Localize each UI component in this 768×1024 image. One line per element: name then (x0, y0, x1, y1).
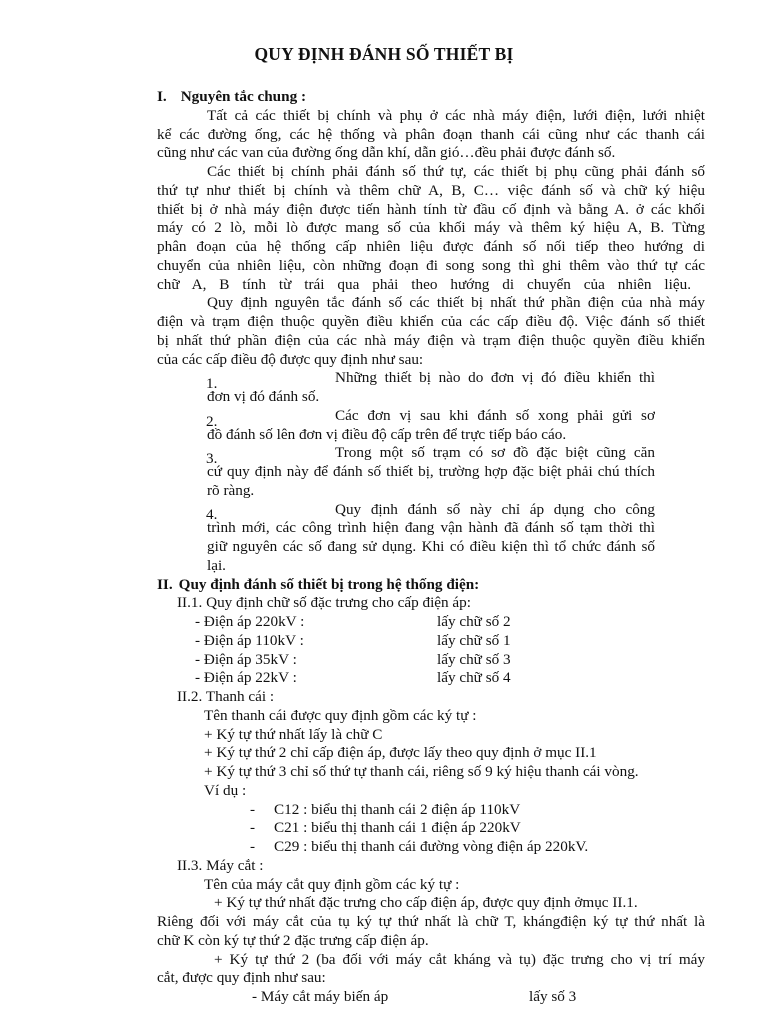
list-item-text: trình mới, các công trình hiện đang vận hành đã đánh số tạm thời thì (207, 519, 655, 537)
subsection-title: II.3. Máy cắt : (177, 856, 264, 874)
list-item-text: đồ đánh số lên đơn vị điều độ cấp trên để trực tiếp báo cáo. (207, 425, 567, 443)
paragraph-line: bị nhất thứ phần điện của các nhà máy điện và trạm điện thuộc quyền điều khiển (157, 331, 705, 349)
paragraph-line: Ví dụ : (204, 781, 247, 799)
voltage-label: - Điện áp 22kV : (195, 669, 297, 687)
paragraph-line: Tên của máy cắt quy định gồm các ký tự : (204, 875, 460, 893)
voltage-row (157, 669, 705, 688)
subsection-title: II.1. Quy định chữ số đặc trưng cho cấp điện áp: (177, 594, 471, 612)
voltage-label: - Điện áp 35kV : (195, 650, 297, 668)
paragraph-line: + Ký tự thứ 3 chỉ số thứ tự thanh cái, riêng số 9 ký hiệu thanh cái vòng. (204, 763, 639, 780)
list-item (157, 988, 705, 1007)
example-text: C21 : biểu thị thanh cái 1 điện áp 220kV (274, 819, 521, 837)
voltage-value: lấy chữ số 1 (437, 631, 511, 649)
list-item-text: rõ ràng. (207, 481, 255, 499)
paragraph-line: + Ký tự thứ nhất đặc trưng cho cấp điện áp, được quy định ởmục II.1. (214, 894, 638, 912)
paragraph-line: của các cấp điều độ được quy định như sau: (157, 350, 424, 368)
paragraph-line: điện và trạm điện thuộc quyền điều khiển của các cấp điều độ. Việc đánh số thiết (157, 313, 705, 330)
list-item (157, 406, 705, 430)
paragraph-line: Tên thanh cái được quy định gồm các ký tự : (204, 706, 477, 724)
list-number: 1. (206, 375, 218, 392)
paragraph-line: chuyển của nhiên liệu, còn những đoạn đi song song thì ghi thêm vào thứ tự các (157, 256, 705, 274)
section-number: II. (157, 575, 173, 593)
subsection-title: II.2. Thanh cái : (177, 688, 275, 705)
paragraph-line: phân đoạn của hệ thống cấp nhiên liệu được đánh số nối tiếp theo hướng di (157, 238, 705, 255)
paragraph-line: kể các đường ống, các hệ thống và phân đoạn thanh cái cũng như các thanh cái (157, 125, 705, 143)
example-item: - C12 : biểu thị thanh cái 2 điện áp 110kV (250, 800, 521, 818)
voltage-row (157, 651, 705, 670)
list-item-text: Những thiết bị nào do đơn vị đó điều khiển thì (335, 369, 655, 387)
list-item-text: Quy định đánh số này chỉ áp dụng cho công (335, 500, 655, 518)
section-title: Quy định đánh số thiết bị trong hệ thống điện: (178, 575, 480, 593)
breaker-label: - Máy cắt máy biến áp (252, 988, 389, 1005)
voltage-value: lấy chữ số 4 (437, 669, 511, 687)
paragraph-line: + Ký tự thứ 2 chỉ cấp điện áp, được lấy theo quy định ở mục II.1 (204, 744, 597, 762)
example-item: - C21 : biểu thị thanh cái 1 điện áp 220kV (250, 819, 521, 837)
paragraph-line: cắt, được quy định như sau: (157, 969, 326, 987)
list-item (157, 444, 705, 467)
example-item: - C29 : biểu thị thanh cái đường vòng điện áp 220kV. (250, 838, 589, 855)
voltage-row (157, 613, 705, 632)
voltage-row (157, 632, 705, 651)
section-title: Nguyên tắc chung : (180, 88, 307, 105)
list-item-text: giữ nguyên các số đang sử dụng. Khi có điều kiện thì tổ chức đánh số (207, 538, 655, 555)
section-number: I. (157, 88, 167, 105)
page-title: QUY ĐỊNH ĐÁNH SỐ THIẾT BỊ (254, 44, 514, 64)
paragraph-line: Quy định nguyên tắc đánh số các thiết bị nhất thứ phần điện của nhà máy (207, 294, 705, 312)
paragraph-line: + Ký tự thứ nhất lấy là chữ C (204, 725, 383, 743)
paragraph-line: chữ K còn ký tự thứ 2 đặc trưng cấp điện áp. (157, 931, 429, 949)
paragraph-line: chữ A, B tính từ trái qua phải theo hướng di chuyển của nhiên liệu. (157, 275, 691, 293)
list-item-text: Các đơn vị sau khi đánh số xong phải gửi sơ (335, 406, 655, 424)
voltage-value: lấy chữ số 2 (437, 613, 511, 630)
example-text: C12 : biểu thị thanh cái 2 điện áp 110kV (274, 800, 521, 818)
paragraph-line: thứ tự như thiết bị chính và thêm chữ A, B, C… việc đánh số và chữ ký hiệu (157, 181, 705, 199)
paragraph-line: Tất cả các thiết bị chính và phụ ở các nhà máy điện, lưới điện, lưới nhiệt (207, 106, 705, 124)
voltage-label: - Điện áp 110kV : (195, 631, 304, 649)
paragraph-line: máy có 2 lò, mỗi lò được mang số của khối máy và thêm ký hiệu A, B. Từng (157, 219, 705, 237)
example-text: C29 : biểu thị thanh cái đường vòng điện áp 220kV. (274, 838, 589, 855)
list-item-text: cứ quy định này để đánh số thiết bị, trường hợp đặc biệt phải chú thích (207, 463, 655, 480)
paragraph-line: thiết bị ở nhà máy điện được tiến hành tính từ đầu cố định và bằng A. ở các khối (157, 200, 705, 218)
section-heading (157, 576, 705, 595)
list-item (157, 369, 705, 392)
list-item-text: Trong một số trạm có sơ đồ đặc biệt cũng căn (335, 444, 655, 462)
list-item-text: lại. (207, 556, 226, 574)
document-body (157, 88, 705, 1007)
paragraph-line: + Ký tự thứ 2 (ba đối với máy cắt kháng và tụ) đặc trưng cho vị trí máy (214, 950, 705, 968)
list-item-text: đơn vị đó đánh số. (207, 388, 320, 405)
voltage-value: lấy chữ số 3 (437, 650, 511, 668)
paragraph-line: Các thiết bị chính phải đánh số thứ tự, các thiết bị phụ cũng phải đánh số (207, 163, 705, 180)
list-number: 4. (206, 506, 218, 524)
list-item (157, 500, 705, 524)
paragraph-line: Riêng đối với máy cắt của tụ ký tự thứ nhất là chữ T, khángđiện ký tự thứ nhất là (157, 913, 705, 930)
voltage-label: - Điện áp 220kV : (195, 613, 305, 630)
section-heading (157, 88, 705, 107)
breaker-value: lấy số 3 (529, 988, 577, 1005)
list-number: 3. (206, 450, 218, 467)
paragraph-line: cũng như các van của đường ống dẫn khí, dẫn gió…đều phải được đánh số. (157, 144, 616, 162)
list-number: 2. (206, 412, 218, 430)
